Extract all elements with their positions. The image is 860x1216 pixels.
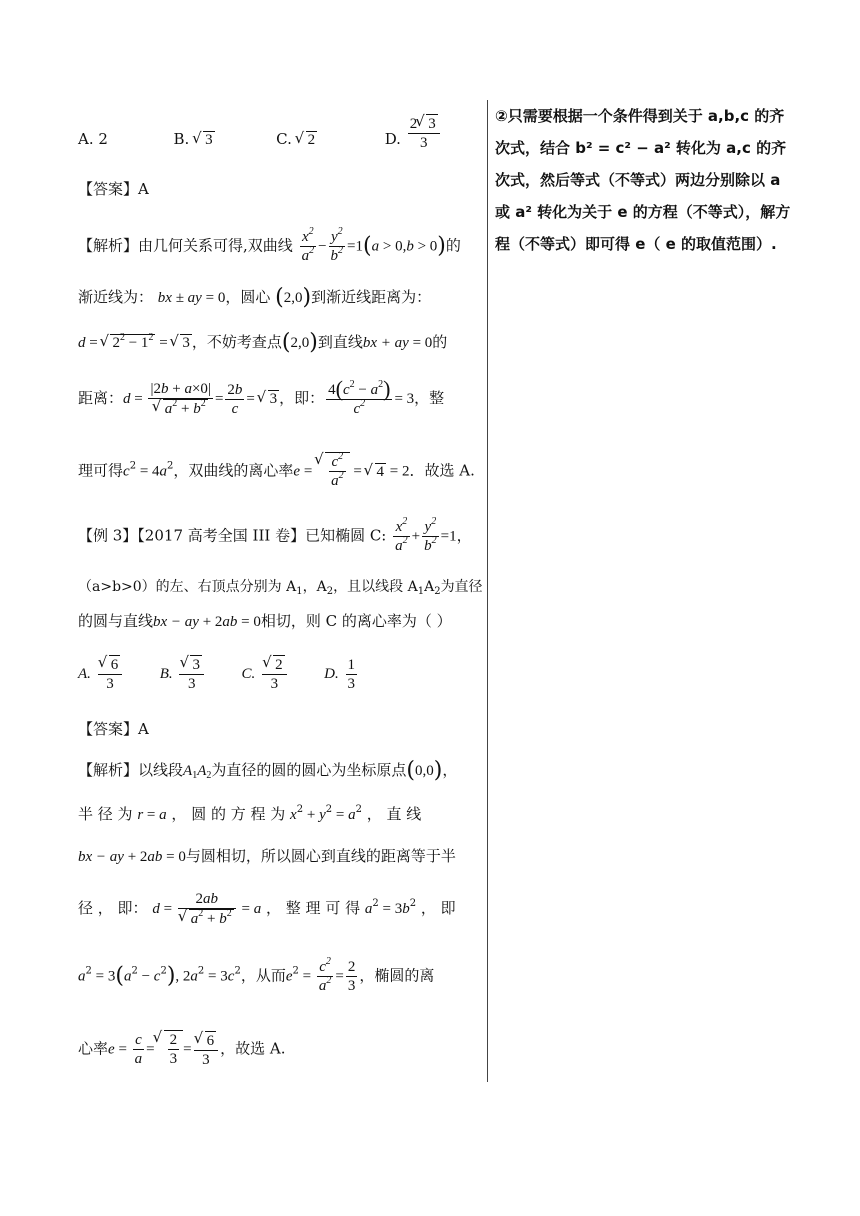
text: 渐近线为： xyxy=(78,288,154,306)
solution-1-line-4: 距离：d = |2b + a×0| √ $a^2 + b^2$ = $\frac{2b}{c}$ = √ 3 ，即： $\frac{4(c^2 - a^2)}{c^2}$ = 3，整 xyxy=(78,380,444,418)
text: 距离： xyxy=(78,389,124,407)
text: 理可得 xyxy=(78,461,124,480)
text: 为直径 xyxy=(440,579,483,595)
option-c: C. xyxy=(276,130,292,148)
text: ，A xyxy=(302,579,327,595)
text: ，双曲线的离心率 xyxy=(173,461,294,480)
text: ，且以线段 A xyxy=(333,579,418,595)
option-a: A. 2 xyxy=(78,130,108,148)
text: 的 xyxy=(432,333,448,351)
solution-1-line-5: 理可得$c^2 = 4a^2$，双曲线的离心率e = √ $\frac{c^2}{a^2}$ = √ 4 = 2．故选 A. xyxy=(78,452,475,490)
text: 为直径的圆的圆心为坐标原点 xyxy=(211,761,407,779)
solution-2-line-2: 半 径 为 r = a ， 圆 的 方 程 为 $x^2 + y^2 = a^2$ ， 直 线 xyxy=(78,804,422,823)
solution-2-line-3: bx − ay + 2ab = 0与圆相切，所以圆心到直线的距离等于半 xyxy=(78,847,456,865)
text: ，不妨考查点 xyxy=(191,333,282,351)
option-b: B. xyxy=(159,666,173,682)
text: ．故选 A. xyxy=(409,461,475,480)
solution-2-line-1: 【解析】以线段$A_1A_2$为直径的圆的圆心为坐标原点(0,0)， xyxy=(78,758,458,783)
example-3-line-2: （a>b>0）的左、右顶点分别为 $A_1$，$A_2$，且以线段 $A_1A_2$为直径 xyxy=(78,579,483,597)
option-c: C. xyxy=(241,666,256,682)
text: ， 整 理 可 得 xyxy=(266,899,361,917)
solution-label: 【解析】 xyxy=(78,236,139,255)
text: 以线段 xyxy=(138,761,184,779)
option-d: D. xyxy=(324,666,339,682)
solution-2-line-5: $a^2 = 3(a^2 - c^2)$, $2a^2 = 3c^2$，从而$e^2$ = $\frac{c^2}{a^2}$ = $\frac{2}{3}$ ，椭圆的离 xyxy=(78,956,435,994)
text: ， 圆 的 方 程 为 xyxy=(171,805,286,823)
text: ， 即 xyxy=(420,899,456,917)
method-note: ②只需要根据一个条件得到关于 a,b,c 的齐次式，结合 b² = c² − a² 转化为 a,c 的齐次式，然后等式（不等式）两边分别除以 a 或 a² 转化为关于 e 的方程（不等式），解方程（不等式）即可得 e（ e 的取值范围）. xyxy=(495,107,791,253)
text: ，故选 A. xyxy=(220,1039,286,1058)
answer-1: 【答案】A xyxy=(78,180,149,198)
text: ，圆心 xyxy=(225,288,271,306)
text: 到渐近线距离为： xyxy=(311,288,432,306)
text: 由几何关系可得,双曲线 xyxy=(138,236,293,255)
right-column xyxy=(495,100,795,260)
text: ，整 xyxy=(414,389,445,407)
text: 半 径 为 xyxy=(78,805,133,823)
option-d: D. xyxy=(384,130,401,148)
text: 与圆相切，所以圆心到直线的距离等于半 xyxy=(185,847,456,865)
text: 相切，则 C 的离心率为（ ） xyxy=(260,612,452,630)
text: ，从而 xyxy=(240,966,286,985)
answer-2: 【答案】A xyxy=(78,720,149,738)
example-title: 【例 3】【2017 高考全国 III 卷】已知椭圆 C: xyxy=(78,526,387,545)
text: 的 xyxy=(445,236,461,255)
solution-2-line-4: 径 ， 即： d = 2ab √ $a^2 + b^2$ = a ， 整 理 可 得 $a^2 = 3b^2$ ， 即 xyxy=(78,890,456,928)
options-row-1: A. 2 B. √ 3 C. √ 2 D. $\frac{2√ 3}{3}$ xyxy=(78,128,442,152)
text: 的圆与直线 xyxy=(78,612,154,630)
example-3-line-1: 【例 3】【2017 高考全国 III 卷】已知椭圆 C: $\frac{x^2}{a^2}$ + $\frac{y^2}{b^2}$ =1， xyxy=(78,516,472,554)
example-3-options: A. √ $\frac{6}{3}$ B. √ $\frac{3}{3}$ C. √ $\frac{2}{3}$ D. $\frac{1}{3}$ xyxy=(78,655,359,693)
text: 到直线 xyxy=(317,333,363,351)
text: 心率 xyxy=(78,1039,109,1058)
text: ，椭圆的离 xyxy=(359,966,435,985)
example-3-line-3: 的圆与直线bx − ay + 2ab = 0相切，则 C 的离心率为（ ） xyxy=(78,612,452,630)
text: ， 直 线 xyxy=(366,805,422,823)
solution-1-line-2: 渐近线为： bx ± ay = 0，圆心 (2,0)到渐近线距离为： xyxy=(78,285,432,310)
text: ，即： xyxy=(279,389,325,407)
text: 径 ， 即： xyxy=(78,899,148,917)
column-divider xyxy=(487,100,488,1082)
option-b: B. xyxy=(173,130,190,148)
text: （a>b>0）的左、右顶点分别为 A xyxy=(78,579,297,595)
solution-1-line-3: d = √ $2^2 - 1^2$ = √ 3 ，不妨考查点(2,0)到直线bx + ay = 0的 xyxy=(78,330,447,355)
solution-2-line-6: 心率e = $\frac{c}{a}$ = √ $\frac{2}{3}$ = √ $\frac{6}{3}$ ，故选 A. xyxy=(78,1030,285,1069)
option-a: A. xyxy=(78,666,91,682)
solution-label: 【解析】 xyxy=(78,761,139,779)
solution-1-line-1: 【解析】由几何关系可得,双曲线 $\frac{x^2}{a^2}$ − $\frac{y^2}{b^2}$ =1(a > 0,b > 0)的 xyxy=(78,226,461,264)
